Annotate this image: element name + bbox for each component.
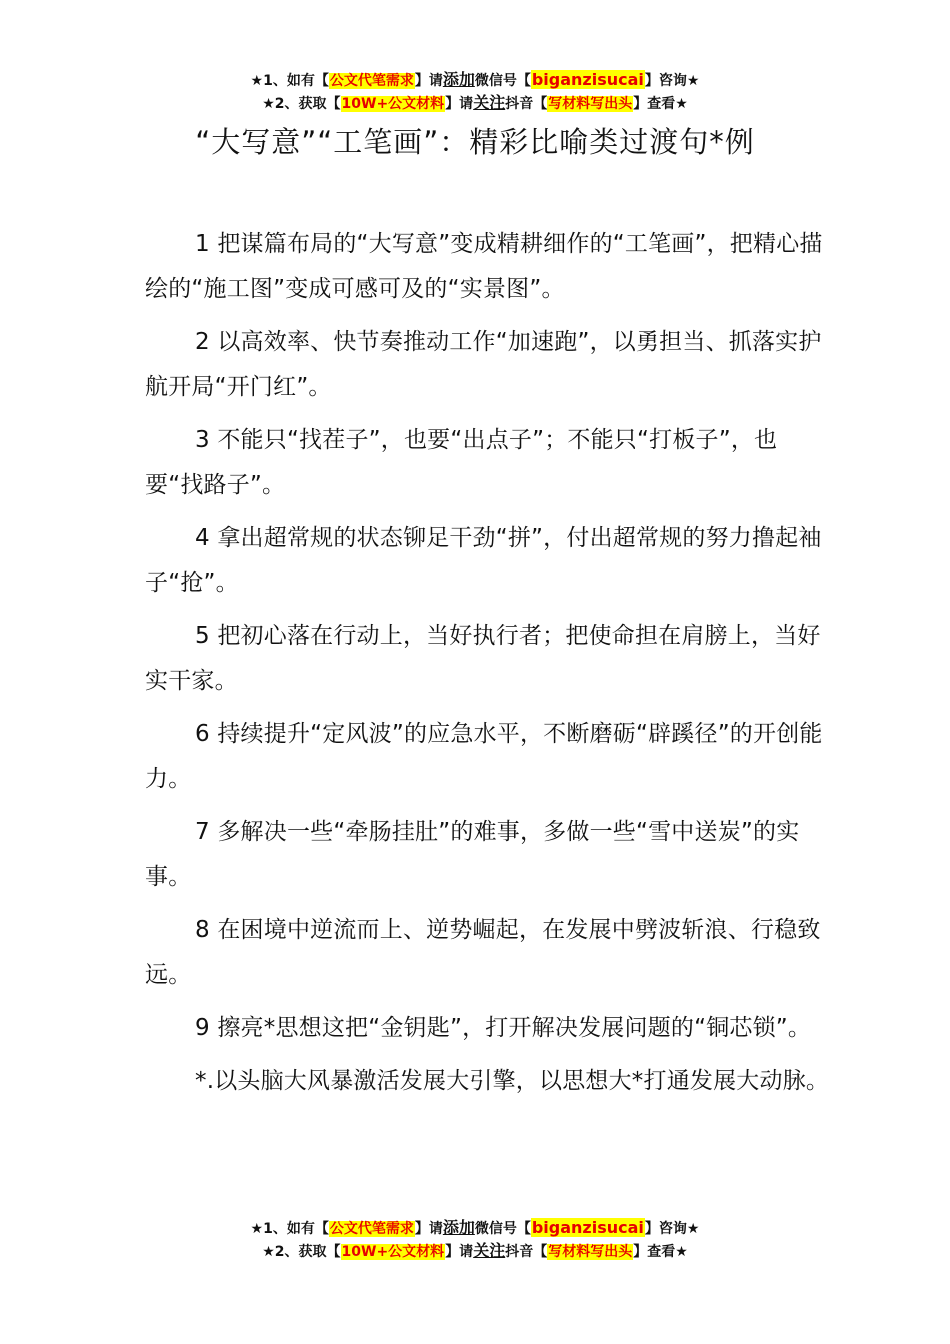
header-highlight-douyin: 写材料写出头 [548,96,633,112]
footer-highlight-wechat: biganzisucai [531,1218,644,1237]
header-line2-mid1: 】请 [445,96,474,112]
paragraph-8: 8 在困境中逆流而上、逆势崛起，在发展中劈波斩浪、行稳致远。 [145,917,821,988]
footer-line2-mid1: 】请 [445,1244,474,1260]
header-highlight-service: 公文代笔需求 [329,73,414,89]
header-notice [0,69,950,115]
header-notice-line-2 [0,92,950,115]
footer-line1-suffix: 】咨询★ [644,1221,700,1237]
document-body [145,222,835,1112]
header-line2-suffix: 】查看★ [633,96,688,112]
footer-line1-underline: 添加 [442,1218,475,1237]
paragraph-9: 9 擦亮*思想这把“金钥匙”，打开解决发展问题的“铜芯锁”。 [195,1015,812,1041]
footer-notice-line-1 [0,1217,950,1240]
header-line1-mid1: 】请 [414,73,443,89]
header-line1-suffix: 】咨询★ [644,73,700,89]
footer-notice-line-2 [0,1240,950,1263]
document-title: “大写意”“工笔画”：精彩比喻类过渡句*例 [195,125,755,159]
footer-line2-prefix: ★2、获取【 [262,1244,341,1260]
paragraph-6: 6 持续提升“定风波”的应急水平，不断磨砺“辟蹊径”的开创能力。 [145,721,823,792]
paragraph-7: 7 多解决一些“牵肠挂肚”的难事，多做一些“雪中送炭”的实事。 [145,819,800,890]
header-highlight-materials: 10W+公文材料 [341,96,445,112]
header-highlight-wechat: biganzisucai [531,70,644,89]
footer-highlight-materials: 10W+公文材料 [341,1244,445,1260]
paragraph-3: 3 不能只“找茬子”，也要“出点子”；不能只“打板子”，也要“找路子”。 [145,427,778,498]
footer-highlight-service: 公文代笔需求 [329,1221,414,1237]
header-notice-line-1 [0,69,950,92]
footer-line2-suffix: 】查看★ [633,1244,688,1260]
footer-line2-mid2: 抖音【 [505,1244,548,1260]
footer-line2-underline: 关注 [473,1241,506,1260]
header-line2-prefix: ★2、获取【 [262,96,341,112]
header-line1-mid2: 微信号【 [474,73,531,89]
footer-highlight-douyin: 写材料写出头 [548,1244,633,1260]
footer-line1-mid1: 】请 [414,1221,443,1237]
footer-line1-prefix: ★1、如有【 [250,1221,329,1237]
header-line2-mid2: 抖音【 [505,96,548,112]
header-line1-underline: 添加 [442,70,475,89]
paragraph-2: 2 以高效率、快节奏推动工作“加速跑”，以勇担当、抓落实护航开局“开门红”。 [145,329,822,400]
header-line1-prefix: ★1、如有【 [250,73,329,89]
paragraph-1: 1 把谋篇布局的“大写意”变成精耕细作的“工笔画”，把精心描绘的“施工图”变成可感可及的“实景图”。 [145,231,823,302]
footer-line1-mid2: 微信号【 [474,1221,531,1237]
paragraph-4: 4 拿出超常规的状态铆足干劲“拼”，付出超常规的努力撸起袖子“抢”。 [145,525,822,596]
paragraph-5: 5 把初心落在行动上，当好执行者；把使命担在肩膀上，当好实干家。 [145,623,821,694]
paragraph-10: *.以头脑大风暴激活发展大引擎，以思想大*打通发展大动脉。 [195,1068,830,1094]
header-line2-underline: 关注 [473,93,506,112]
footer-notice [0,1217,950,1263]
